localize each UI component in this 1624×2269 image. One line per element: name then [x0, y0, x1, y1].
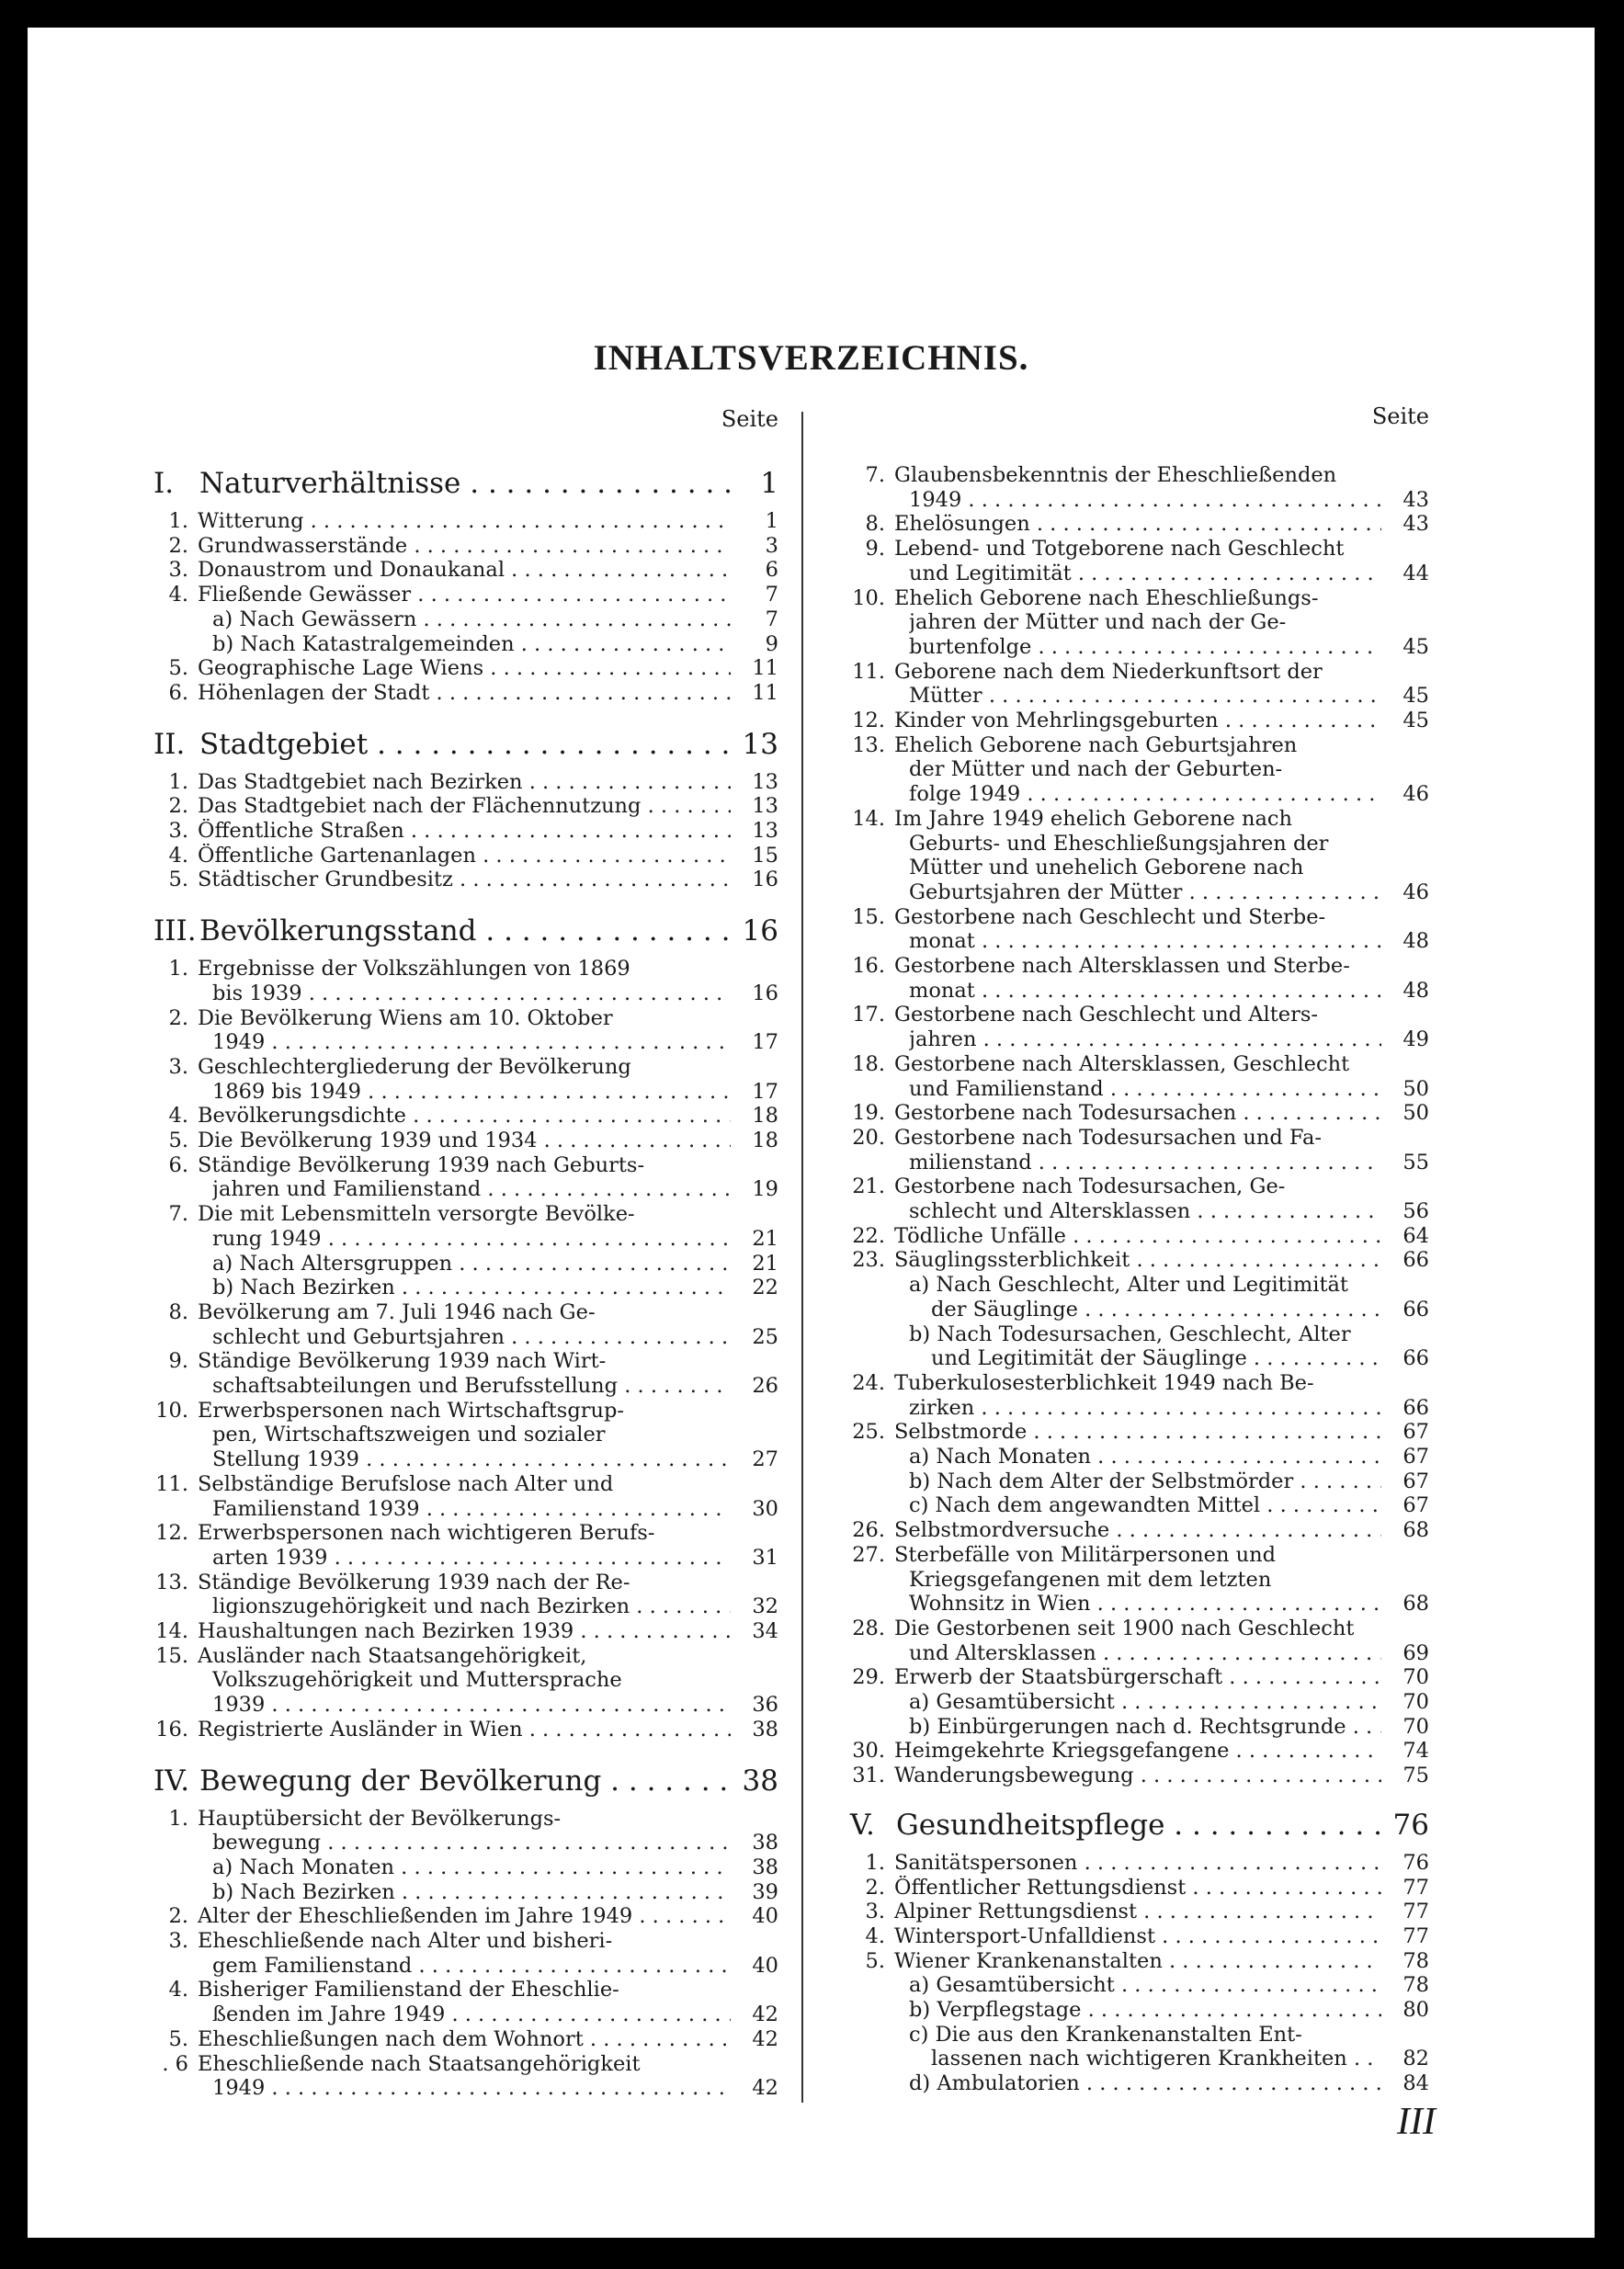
- entry-title: bewegung . . .: [212, 1831, 731, 1855]
- entry-number: V.: [850, 1808, 875, 1842]
- entry-title: jahren und Familienstand . . .: [212, 1177, 731, 1202]
- entry-title: Geburtsjahren der Mütter . . .: [909, 880, 1381, 905]
- entry-title: Stellung 1939 . . .: [212, 1447, 731, 1472]
- entry-title: monat . . .: [909, 979, 1381, 1004]
- entry-title: schaftsabteilungen und Berufsstellung . . .: [212, 1374, 731, 1399]
- entry-title: Öffentliche Gartenanlagen . . .: [198, 844, 731, 868]
- entry-title: Alpiner Rettungsdienst . . .: [894, 1900, 1381, 1924]
- entry-number: 2.: [168, 794, 188, 819]
- entry-title: Alter der Eheschließenden im Jahre 1949 . . .: [198, 1904, 731, 1929]
- entry-title: ligionszugehörigkeit und nach Bezirken . . .: [212, 1594, 731, 1619]
- page-ref: 31: [752, 1545, 778, 1570]
- entry-title: Gestorbene nach Altersklassen, Geschlecht: [894, 1051, 1350, 1076]
- entry-title: b) Nach Bezirken . . .: [212, 1276, 731, 1300]
- entry-number: 3.: [168, 1054, 188, 1079]
- entry-number: 9.: [168, 1349, 188, 1374]
- page-ref: 32: [752, 1594, 778, 1619]
- entry-title: Erwerbspersonen nach wichtigeren Berufs-: [198, 1521, 655, 1546]
- page-ref: 67: [1403, 1445, 1429, 1469]
- entry-title: Ausländer nach Staatsangehörigkeit,: [198, 1643, 587, 1668]
- entry-title: und Familienstand . . .: [909, 1077, 1381, 1102]
- page-ref: 46: [1403, 782, 1429, 807]
- entry-title: Im Jahre 1949 ehelich Geborene nach: [894, 806, 1292, 831]
- entry-title: Grundwasserstände . . .: [198, 534, 731, 559]
- entry-title: jahren . . .: [909, 1027, 1381, 1052]
- entry-title: Registrierte Ausländer in Wien . . .: [198, 1718, 731, 1742]
- entry-title: Ständige Bevölkerung 1939 nach der Re-: [198, 1570, 630, 1594]
- page-ref: 45: [1403, 709, 1429, 732]
- entry-number: 4.: [168, 1978, 188, 2002]
- entry-number: 9.: [865, 537, 885, 562]
- entry-title: Wanderungsbewegung . . .: [894, 1764, 1381, 1788]
- page-ref: 68: [1403, 1518, 1429, 1543]
- page-ref: 77: [1403, 1900, 1429, 1924]
- entry-title: 1949 . . .: [212, 2076, 731, 2101]
- page-ref: 56: [1403, 1199, 1429, 1223]
- page-ref: 66: [1403, 1346, 1429, 1371]
- page-ref: 9: [765, 631, 778, 656]
- entry-title: Gestorbene nach Geschlecht und Sterbe-: [894, 904, 1326, 929]
- entry-title: b) Nach Todesursachen, Geschlecht, Alter: [909, 1322, 1351, 1346]
- column-divider: [801, 412, 803, 2103]
- page-ref: 74: [1403, 1739, 1429, 1764]
- page-ref: 36: [752, 1693, 778, 1718]
- entry-title: 1869 bis 1949 . . .: [212, 1080, 731, 1105]
- entry-number: 1.: [168, 509, 188, 533]
- entry-title: Witterung . . .: [198, 509, 731, 534]
- entry-title: Gestorbene nach Todesursachen, Ge-: [894, 1174, 1286, 1199]
- page-ref: 18: [752, 1104, 778, 1129]
- page-ref: 17: [752, 1030, 778, 1055]
- entry-title: Naturverhältnisse . . .: [199, 467, 731, 500]
- entry-number: 12.: [852, 709, 885, 732]
- entry-title: Haushaltungen nach Bezirken 1939 . . .: [198, 1619, 731, 1644]
- entry-title: c) Nach dem angewandten Mittel . . .: [909, 1493, 1381, 1518]
- page-ref: 67: [1403, 1420, 1429, 1445]
- entry-title: Wohnsitz in Wien . . .: [909, 1592, 1381, 1617]
- page-ref: 48: [1403, 978, 1429, 1003]
- page-ref: 76: [1403, 1850, 1429, 1875]
- entry-title: Die Bevölkerung Wiens am 10. Oktober: [198, 1005, 613, 1030]
- entry-title: Donaustrom und Donaukanal . . .: [198, 558, 731, 583]
- entry-title: Hauptübersicht der Bevölkerungs-: [198, 1806, 562, 1831]
- page-ref: 43: [1403, 487, 1429, 512]
- entry-number: 2.: [865, 1875, 885, 1900]
- entry-number: 31.: [852, 1764, 885, 1788]
- entry-number: 4.: [168, 843, 188, 868]
- entry-number: 12.: [155, 1521, 188, 1546]
- entry-title: Selbstmorde . . .: [894, 1420, 1381, 1445]
- entry-number: 2.: [168, 1904, 188, 1929]
- page-ref: 18: [752, 1129, 778, 1152]
- entry-title: Öffentliche Straßen . . .: [198, 819, 731, 844]
- entry-number: 3.: [168, 819, 188, 843]
- page-ref: 78: [1403, 1973, 1429, 1998]
- entry-number: 29.: [852, 1665, 885, 1690]
- page: [28, 28, 1595, 2238]
- entry-title: Ständige Bevölkerung 1939 nach Wirt-: [198, 1349, 607, 1374]
- entry-number: 5.: [168, 868, 188, 892]
- entry-title: Tödliche Unfälle . . .: [894, 1224, 1381, 1249]
- entry-title: Städtischer Grundbesitz . . .: [198, 868, 731, 892]
- entry-number: 18.: [852, 1051, 885, 1076]
- entry-number: . 6: [162, 2051, 188, 2076]
- entry-title: rung 1949 . . .: [212, 1227, 731, 1252]
- entry-title: a) Nach Altersgruppen . . .: [212, 1252, 731, 1276]
- page-ref: 30: [752, 1496, 778, 1521]
- entry-title: gem Familienstand . . .: [212, 1954, 731, 1979]
- entry-number: 5.: [168, 1129, 188, 1152]
- entry-title: jahren der Mütter und nach der Ge-: [909, 610, 1287, 635]
- entry-title: Wiener Krankenanstalten . . .: [894, 1949, 1381, 1974]
- entry-number: 2.: [168, 533, 188, 558]
- entry-title: b) Nach Bezirken . . .: [212, 1880, 731, 1905]
- page-ref: 45: [1403, 684, 1429, 709]
- entry-number: 20.: [852, 1125, 885, 1150]
- entry-number: 23.: [852, 1248, 885, 1273]
- entry-title: Ehelich Geborene nach Geburtsjahren: [894, 732, 1298, 757]
- entry-title: Fließende Gewässer . . .: [198, 583, 731, 607]
- entry-title: Ehelich Geborene nach Eheschließungs-: [894, 585, 1319, 610]
- page-ref: 78: [1403, 1948, 1429, 1973]
- page-ref: 38: [752, 1831, 778, 1855]
- entry-title: Die Bevölkerung 1939 und 1934 . . .: [198, 1129, 731, 1153]
- entry-title: Lebend- und Totgeborene nach Geschlecht: [894, 537, 1345, 562]
- entry-title: a) Nach Geschlecht, Alter und Legitimität: [909, 1273, 1348, 1298]
- page-ref: 11: [752, 656, 778, 681]
- page-ref: 42: [752, 2026, 778, 2051]
- page-ref: 1: [760, 467, 778, 500]
- entry-title: 1949 . . .: [212, 1030, 731, 1055]
- entry-title: a) Gesamtübersicht . . .: [909, 1973, 1381, 1998]
- entry-title: Bevölkerungsstand . . .: [199, 914, 731, 947]
- page-ref: 82: [1403, 2047, 1429, 2071]
- entry-number: 4.: [168, 583, 188, 607]
- entry-number: 5.: [865, 1948, 885, 1973]
- entry-title: milienstand . . .: [909, 1151, 1381, 1175]
- entry-title: und Legitimität . . .: [909, 562, 1381, 586]
- entry-title: folge 1949 . . .: [909, 782, 1381, 807]
- entry-title: ßenden im Jahre 1949 . . .: [212, 2002, 731, 2027]
- page-title: INHALTSVERZEICHNIS.: [593, 338, 1029, 378]
- entry-title: Bevölkerung am 7. Juli 1946 nach Ge-: [198, 1299, 596, 1324]
- entry-title: Ständige Bevölkerung 1939 nach Geburts-: [198, 1152, 645, 1177]
- entry-number: 7.: [865, 463, 885, 487]
- entry-title: Sanitätspersonen . . .: [894, 1851, 1381, 1876]
- entry-title: pen, Wirtschaftszweigen und sozialer: [212, 1423, 606, 1447]
- entry-number: 3.: [168, 558, 188, 583]
- entry-title: b) Nach dem Alter der Selbstmörder . . .: [909, 1469, 1381, 1494]
- page-ref: 42: [752, 2002, 778, 2027]
- entry-title: Sterbefälle von Militärpersonen und: [894, 1542, 1276, 1567]
- entry-title: b) Verpflegstage . . .: [909, 1998, 1381, 2023]
- entry-title: a) Gesamtübersicht . . .: [909, 1690, 1381, 1715]
- entry-number: 11.: [852, 659, 885, 684]
- entry-number: 1.: [168, 957, 188, 981]
- page-ref: 76: [1392, 1808, 1429, 1842]
- entry-title: Eheschließende nach Alter und bisheri-: [198, 1929, 613, 1953]
- entry-title: schlecht und Geburtsjahren . . .: [212, 1325, 731, 1350]
- page-ref: 84: [1403, 2071, 1429, 2096]
- page-ref: 50: [1403, 1101, 1429, 1126]
- entry-title: arten 1939 . . .: [212, 1546, 731, 1571]
- page-ref: 80: [1403, 1998, 1429, 2022]
- entry-title: Geographische Lage Wiens . . .: [198, 656, 731, 681]
- entry-title: Gestorbene nach Altersklassen und Sterbe-: [894, 954, 1350, 978]
- entry-number: 3.: [168, 1929, 188, 1953]
- page-ref: 42: [752, 2076, 778, 2101]
- entry-title: d) Ambulatorien . . .: [909, 2071, 1381, 2096]
- entry-title: b) Einbürgerungen nach d. Rechtsgrunde . . .: [909, 1715, 1381, 1740]
- entry-number: 5.: [168, 2026, 188, 2051]
- page-ref: 64: [1403, 1223, 1429, 1248]
- page-ref: 15: [752, 843, 778, 868]
- entry-title: der Mütter und nach der Geburten-: [909, 757, 1283, 782]
- entry-title: a) Nach Monaten . . .: [212, 1855, 731, 1880]
- entry-title: Gestorbene nach Todesursachen und Fa-: [894, 1125, 1322, 1150]
- entry-title: Mütter . . .: [909, 684, 1381, 709]
- entry-number: 22.: [852, 1223, 885, 1248]
- page-number: III: [1397, 2101, 1436, 2143]
- page-ref: 55: [1403, 1150, 1429, 1174]
- page-ref: 13: [742, 727, 778, 761]
- entry-title: Glaubensbekenntnis der Eheschließenden: [894, 463, 1337, 487]
- entry-number: 25.: [852, 1420, 885, 1445]
- entry-title: Das Stadtgebiet nach der Flächennutzung . . .: [198, 794, 731, 819]
- page-ref: 3: [765, 533, 778, 558]
- entry-title: burtenfolge . . .: [909, 635, 1381, 660]
- page-ref: 11: [752, 680, 778, 705]
- page-ref: 40: [752, 1904, 778, 1929]
- entry-title: Kriegsgefangenen mit dem letzten: [909, 1567, 1272, 1592]
- entry-number: 8.: [168, 1299, 188, 1324]
- entry-title: und Legitimität der Säuglinge . . .: [931, 1346, 1381, 1371]
- entry-title: zirken . . .: [909, 1396, 1381, 1421]
- page-ref: 70: [1403, 1690, 1429, 1714]
- page-ref: 43: [1403, 512, 1429, 537]
- page-ref: 1: [765, 509, 778, 533]
- page-ref: 38: [742, 1764, 778, 1798]
- entry-title: Stadtgebiet . . .: [199, 728, 731, 761]
- entry-title: Bevölkerungsdichte . . .: [198, 1104, 731, 1129]
- page-ref: 16: [752, 868, 778, 892]
- entry-title: Das Stadtgebiet nach Bezirken . . .: [198, 770, 731, 795]
- entry-title: Säuglingssterblichkeit . . .: [894, 1248, 1381, 1273]
- entry-title: schlecht und Altersklassen . . .: [909, 1199, 1381, 1224]
- entry-number: 26.: [852, 1518, 885, 1543]
- entry-title: Ehelösungen . . .: [894, 512, 1381, 537]
- page-ref: 7: [765, 607, 778, 631]
- entry-number: 16.: [852, 954, 885, 978]
- entry-number: 15.: [155, 1643, 188, 1668]
- page-ref: 7: [765, 583, 778, 607]
- seite-header-right: Seite: [1371, 403, 1429, 429]
- entry-number: 27.: [852, 1542, 885, 1567]
- page-ref: 70: [1403, 1714, 1429, 1739]
- entry-number: 14.: [852, 806, 885, 831]
- entry-number: 4.: [168, 1104, 188, 1129]
- entry-title: 1949 . . .: [909, 488, 1381, 513]
- entry-title: Volkszugehörigkeit und Muttersprache: [212, 1668, 622, 1693]
- page-ref: 17: [752, 1079, 778, 1104]
- page-ref: 13: [752, 769, 778, 794]
- entry-title: und Altersklassen . . .: [909, 1641, 1381, 1666]
- entry-number: 15.: [852, 904, 885, 929]
- page-ref: 38: [752, 1855, 778, 1879]
- entry-title: Gestorbene nach Todesursachen . . .: [894, 1101, 1381, 1126]
- page-ref: 22: [752, 1276, 778, 1300]
- entry-title: Die mit Lebensmitteln versorgte Bevölke-: [198, 1202, 635, 1227]
- page-ref: 6: [765, 558, 778, 583]
- page-ref: 46: [1403, 879, 1429, 904]
- entry-title: Gesundheitspflege . . .: [896, 1809, 1381, 1842]
- entry-title: Erwerb der Staatsbürgerschaft . . .: [894, 1665, 1381, 1690]
- entry-number: 2.: [168, 1005, 188, 1030]
- entry-title: 1939 . . .: [212, 1693, 731, 1718]
- page-ref: 69: [1403, 1640, 1429, 1665]
- page-ref: 75: [1403, 1764, 1429, 1788]
- page-ref: 66: [1403, 1248, 1429, 1273]
- entry-number: 1.: [168, 1806, 188, 1831]
- entry-title: Selbständige Berufslose nach Alter und: [198, 1471, 614, 1496]
- entry-number: 10.: [155, 1398, 188, 1423]
- entry-title: c) Die aus den Krankenanstalten Ent-: [909, 2022, 1302, 2047]
- entry-title: Kinder von Mehrlingsgeburten . . .: [894, 709, 1381, 733]
- entry-number: III.: [153, 914, 197, 948]
- page-ref: 21: [752, 1226, 778, 1251]
- page-ref: 40: [752, 1953, 778, 1978]
- entry-title: Erwerbspersonen nach Wirtschaftsgrup-: [198, 1398, 624, 1423]
- page-ref: 68: [1403, 1592, 1429, 1617]
- entry-number: 1.: [168, 769, 188, 794]
- entry-title: Bisheriger Familienstand der Eheschlie-: [198, 1978, 619, 2002]
- page-ref: 34: [752, 1619, 778, 1643]
- page-ref: 13: [752, 794, 778, 819]
- page-ref: 19: [752, 1177, 778, 1202]
- page-ref: 25: [752, 1324, 778, 1349]
- entry-title: Eheschließungen nach dem Wohnort . . .: [198, 2027, 731, 2052]
- entry-title: Selbstmordversuche . . .: [894, 1518, 1381, 1543]
- entry-title: Gestorbene nach Geschlecht und Alters-: [894, 1003, 1318, 1027]
- page-ref: 45: [1403, 634, 1429, 659]
- page-ref: 16: [742, 914, 778, 948]
- page-ref: 21: [752, 1251, 778, 1276]
- entry-number: 8.: [865, 512, 885, 537]
- entry-title: Ergebnisse der Volkszählungen von 1869: [198, 957, 630, 981]
- entry-number: II.: [153, 727, 186, 761]
- page-ref: 38: [752, 1717, 778, 1741]
- entry-title: Tuberkulosesterblichkeit 1949 nach Be-: [894, 1370, 1314, 1395]
- entry-number: 14.: [155, 1619, 188, 1643]
- entry-title: monat . . .: [909, 929, 1381, 954]
- page-ref: 44: [1403, 561, 1429, 585]
- entry-title: lassenen nach wichtigeren Krankheiten . . .: [931, 2047, 1381, 2071]
- entry-number: 7.: [168, 1202, 188, 1227]
- entry-number: 1.: [865, 1850, 885, 1875]
- entry-number: I.: [153, 467, 175, 500]
- entry-number: 19.: [852, 1101, 885, 1126]
- entry-title: a) Nach Gewässern . . .: [212, 607, 731, 632]
- entry-title: Heimgekehrte Kriegsgefangene . . .: [894, 1739, 1381, 1764]
- entry-number: 11.: [155, 1471, 188, 1496]
- entry-number: 3.: [865, 1900, 885, 1924]
- entry-title: Mütter und unehelich Geborene nach: [909, 856, 1304, 880]
- page-ref: 77: [1403, 1923, 1429, 1948]
- entry-number: 17.: [852, 1003, 885, 1027]
- page-ref: 67: [1403, 1469, 1429, 1493]
- page-ref: 26: [752, 1374, 778, 1398]
- page-ref: 13: [752, 819, 778, 843]
- entry-number: 13.: [852, 732, 885, 757]
- page-ref: 16: [752, 981, 778, 1005]
- entry-title: Eheschließende nach Staatsangehörigkeit: [198, 2051, 641, 2076]
- page-ref: 39: [752, 1879, 778, 1904]
- page-ref: 27: [752, 1447, 778, 1472]
- entry-number: 24.: [852, 1370, 885, 1395]
- entry-title: Bewegung der Bevölkerung . . .: [199, 1764, 731, 1798]
- entry-number: 13.: [155, 1570, 188, 1594]
- entry-title: Geborene nach dem Niederkunftsort der: [894, 659, 1323, 684]
- entry-title: Die Gestorbenen seit 1900 nach Geschlecht: [894, 1616, 1355, 1640]
- entry-title: Geschlechtergliederung der Bevölkerung: [198, 1054, 631, 1079]
- entry-title: bis 1939 . . .: [212, 981, 731, 1006]
- entry-title: b) Nach Katastralgemeinden . . .: [212, 632, 731, 657]
- entry-number: IV.: [153, 1764, 190, 1798]
- seite-header-left: Seite: [721, 406, 778, 432]
- entry-title: Familienstand 1939 . . .: [212, 1497, 731, 1522]
- entry-number: 10.: [852, 585, 885, 610]
- entry-number: 16.: [155, 1717, 188, 1741]
- page-ref: 48: [1403, 929, 1429, 954]
- page-ref: 70: [1403, 1665, 1429, 1690]
- entry-number: 6.: [168, 680, 188, 705]
- entry-title: a) Nach Monaten . . .: [909, 1445, 1381, 1469]
- page-ref: 66: [1403, 1297, 1429, 1322]
- entry-title: der Säuglinge . . .: [931, 1298, 1381, 1322]
- entry-number: 30.: [852, 1739, 885, 1764]
- page-ref: 77: [1403, 1875, 1429, 1900]
- entry-number: 21.: [852, 1174, 885, 1199]
- entry-number: 5.: [168, 656, 188, 681]
- page-ref: 49: [1403, 1027, 1429, 1052]
- page-ref: 66: [1403, 1395, 1429, 1420]
- entry-number: 4.: [865, 1923, 885, 1948]
- entry-number: 6.: [168, 1152, 188, 1177]
- entry-number: 28.: [852, 1616, 885, 1640]
- entry-title: Wintersport-Unfalldienst . . .: [894, 1924, 1381, 1949]
- entry-title: Höhenlagen der Stadt . . .: [198, 681, 731, 706]
- entry-title: Geburts- und Eheschließungsjahren der: [909, 831, 1329, 856]
- page-ref: 50: [1403, 1076, 1429, 1101]
- page-ref: 67: [1403, 1493, 1429, 1518]
- entry-title: Öffentlicher Rettungsdienst . . .: [894, 1876, 1381, 1900]
